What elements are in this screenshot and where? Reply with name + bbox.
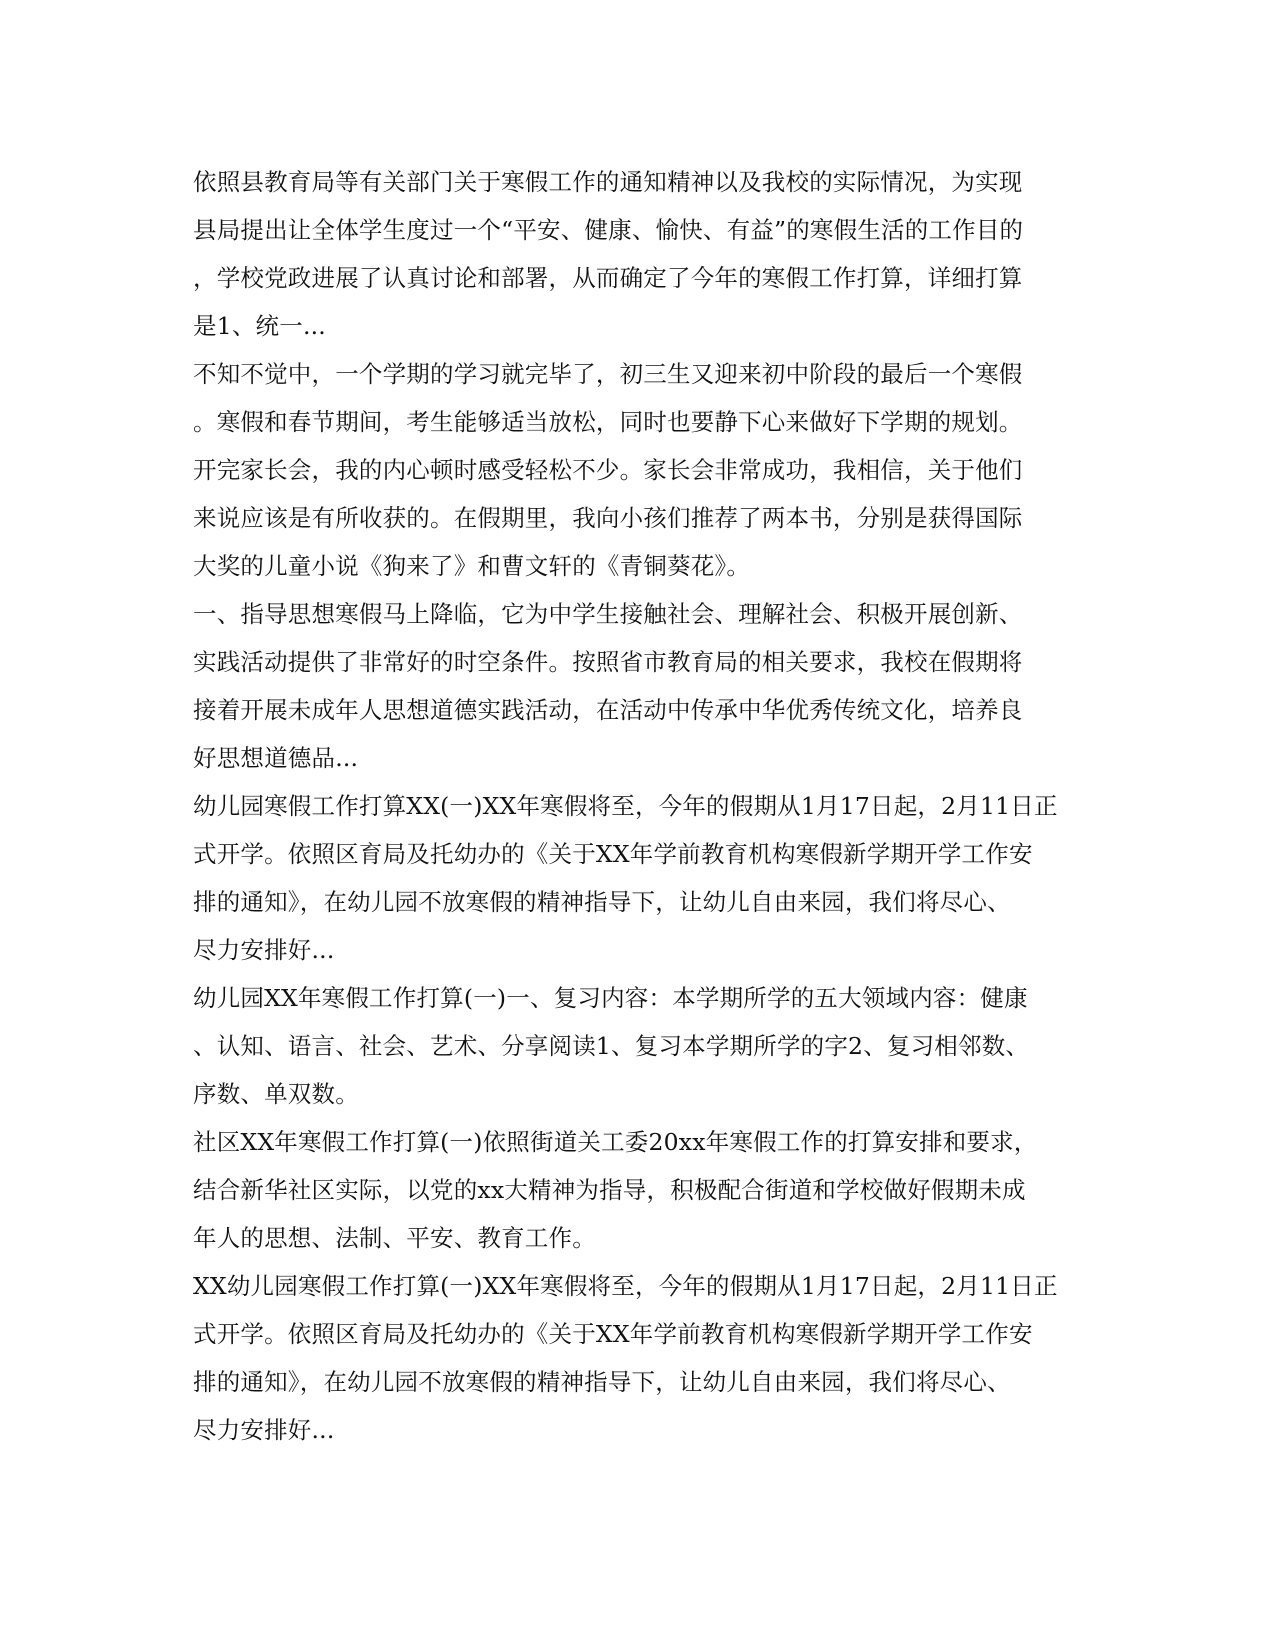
text-line: 县局提出让全体学生度过一个“平安、健康、愉快、有益”的寒假生活的工作目的	[193, 216, 1024, 244]
text-line: 大奖的儿童小说《狗来了》和曹文轩的《青铜葵花》。	[193, 552, 751, 580]
text-line: 社区XX年寒假工作打算(一)依照街道关工委20xx年寒假工作的打算安排和要求，	[193, 1128, 1038, 1156]
text-line: 幼儿园XX年寒假工作打算(一)一、复习内容：本学期所学的五大领域内容：健康	[193, 984, 1028, 1012]
text-line: 不知不觉中，一个学期的学习就完毕了，初三生又迎来初中阶段的最后一个寒假	[193, 360, 1023, 388]
text-line: 来说应该是有所收获的。在假期里，我向小孩们推荐了两本书，分别是获得国际	[193, 504, 1023, 532]
text-line: 年人的思想、法制、平安、教育工作。	[193, 1224, 596, 1252]
text-line: 排的通知》，在幼儿园不放寒假的精神指导下，让幼儿自由来园，我们将尽心、	[193, 888, 1011, 916]
text-line: 结合新华社区实际，以党的xx大精神为指导，积极配合街道和学校做好假期未成	[193, 1176, 1026, 1204]
text-line: 一、指导思想寒假马上降临，它为中学生接触社会、理解社会、积极开展创新、	[193, 600, 1023, 628]
text-line: 序数、单双数。	[193, 1080, 359, 1108]
text-line: 排的通知》，在幼儿园不放寒假的精神指导下，让幼儿自由来园，我们将尽心、	[193, 1368, 1011, 1396]
text-line: 式开学。依照区育局及托幼办的《关于XX年学前教育机构寒假新学期开学工作安	[193, 840, 1033, 868]
text-line: 好思想道德品...	[193, 744, 359, 772]
text-line: ，学校党政进展了认真讨论和部署，从而确定了今年的寒假工作打算，详细打算	[193, 264, 1023, 292]
text-line: 实践活动提供了非常好的时空条件。按照省市教育局的相关要求，我校在假期将	[193, 648, 1023, 676]
paragraph-5	[193, 782, 1073, 974]
text-line: 接着开展未成年人思想道德实践活动，在活动中传承中华优秀传统文化，培养良	[193, 696, 1023, 724]
paragraph-1	[193, 158, 1073, 350]
text-line: 尽力安排好...	[193, 1416, 335, 1444]
paragraph-8	[193, 1262, 1073, 1454]
paragraph-2	[193, 350, 1073, 446]
text-line: 、认知、语言、社会、艺术、分享阅读1、复习本学期所学的字2、复习相邻数、	[193, 1032, 1030, 1060]
text-line: 开完家长会，我的内心顿时感受轻松不少。家长会非常成功，我相信，关于他们	[193, 456, 1023, 484]
text-line: 式开学。依照区育局及托幼办的《关于XX年学前教育机构寒假新学期开学工作安	[193, 1320, 1033, 1348]
text-line: 是1、统一...	[193, 312, 326, 340]
paragraph-3	[193, 446, 1073, 590]
paragraph-7	[193, 1118, 1073, 1262]
text-line: 尽力安排好...	[193, 936, 335, 964]
text-line: 。寒假和春节期间，考生能够适当放松，同时也要静下心来做好下学期的规划。	[193, 408, 1023, 436]
document-body	[193, 158, 1073, 1454]
text-line: 依照县教育局等有关部门关于寒假工作的通知精神以及我校的实际情况，为实现	[193, 168, 1023, 196]
paragraph-6	[193, 974, 1073, 1118]
text-line: XX幼儿园寒假工作打算(一)XX年寒假将至，今年的假期从1月17日起，2月11日正	[193, 1272, 1058, 1300]
paragraph-4	[193, 590, 1073, 782]
text-line: 幼儿园寒假工作打算XX(一)XX年寒假将至，今年的假期从1月17日起，2月11日正	[193, 792, 1058, 820]
